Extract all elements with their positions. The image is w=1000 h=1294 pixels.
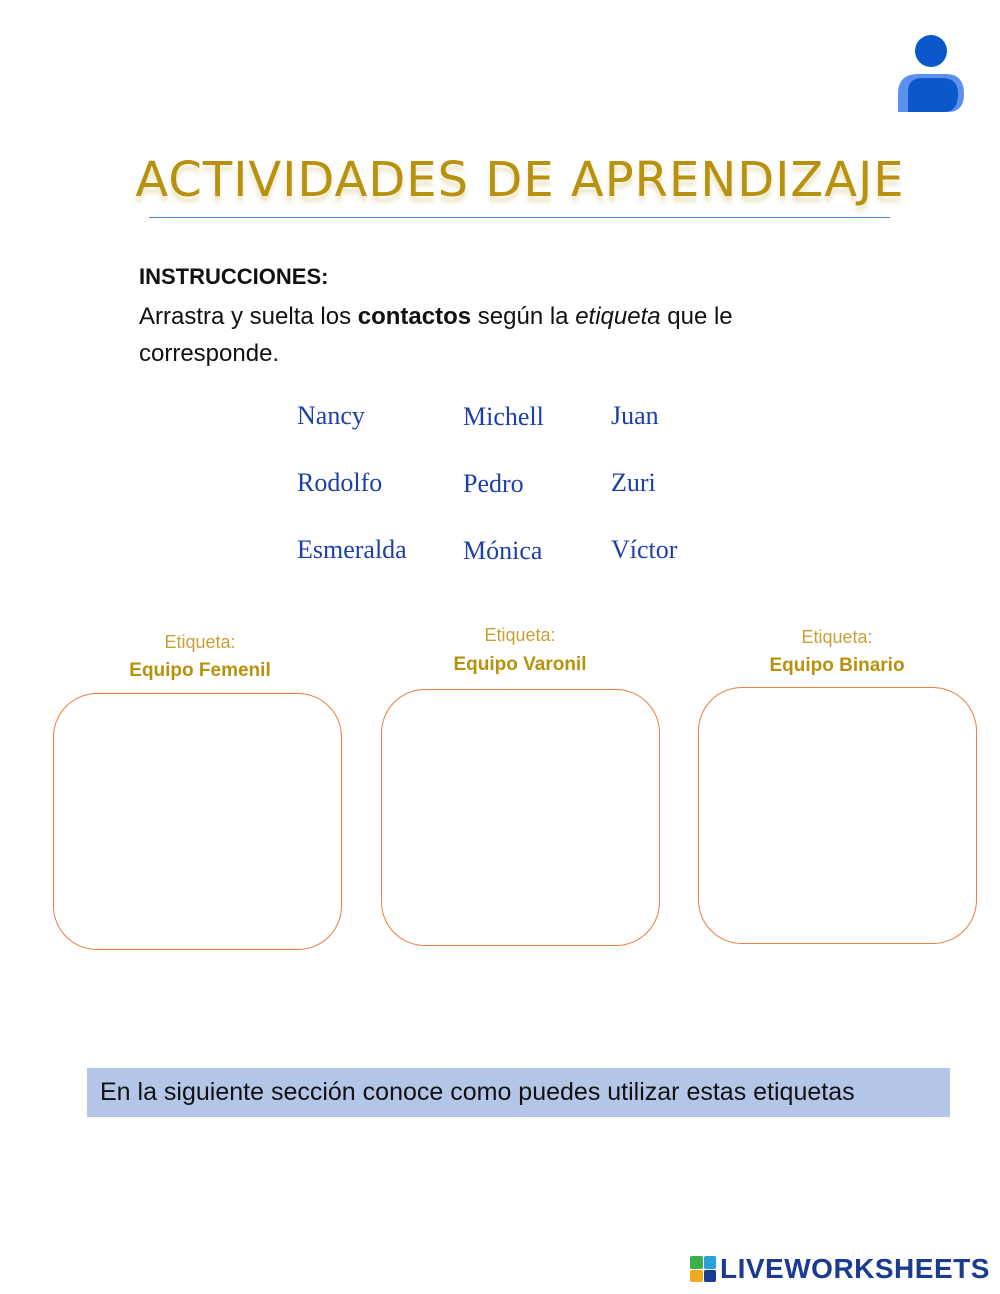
- instructions-text: [139, 298, 859, 372]
- contact-michell[interactable]: Michell: [463, 402, 544, 431]
- liveworksheets-logo-text: LIVEWORKSHEETS: [720, 1253, 990, 1284]
- user-icon: [896, 34, 966, 116]
- instructions-text-italic: etiqueta: [575, 303, 661, 330]
- contact-esmeralda[interactable]: Esmeralda: [297, 535, 407, 564]
- liveworksheets-logo-icon: [690, 1256, 716, 1282]
- dropzone-equipo-femenil[interactable]: [53, 693, 342, 950]
- instructions-text-part1: Arrastra y suelta los: [139, 303, 358, 330]
- contact-victor[interactable]: Víctor: [611, 535, 678, 564]
- label-binario: Equipo Binario: [769, 655, 905, 676]
- label-prefix-varonil: Etiqueta:: [484, 625, 556, 645]
- contact-rodolfo[interactable]: Rodolfo: [297, 468, 383, 497]
- liveworksheets-logo: [690, 1252, 990, 1286]
- contact-nancy[interactable]: Nancy: [297, 401, 365, 430]
- instructions-text-part2: según la: [471, 303, 576, 330]
- label-prefix-femenil: Etiqueta:: [164, 632, 236, 652]
- contact-zuri[interactable]: Zuri: [611, 468, 656, 497]
- page-title: ACTIVIDADES DE APRENDIZAJE: [135, 152, 905, 208]
- instructions-text-bold: contactos: [357, 303, 472, 330]
- label-varonil: Equipo Varonil: [453, 654, 587, 675]
- dropzone-equipo-varonil[interactable]: [381, 689, 660, 946]
- contact-pedro[interactable]: Pedro: [463, 469, 524, 498]
- dropzone-equipo-binario[interactable]: [698, 687, 977, 944]
- label-femenil: Equipo Femenil: [129, 660, 271, 681]
- title-underline: [149, 217, 890, 218]
- contact-juan[interactable]: Juan: [611, 401, 659, 430]
- instructions-text-part3: que le corresponde.: [139, 303, 733, 367]
- contact-monica[interactable]: Mónica: [463, 536, 543, 565]
- label-prefix-binario: Etiqueta:: [801, 627, 873, 647]
- instructions-heading: INSTRUCCIONES:: [139, 264, 329, 289]
- next-section-banner: En la siguiente sección conoce como puedes utilizar estas etiquetas: [87, 1068, 950, 1117]
